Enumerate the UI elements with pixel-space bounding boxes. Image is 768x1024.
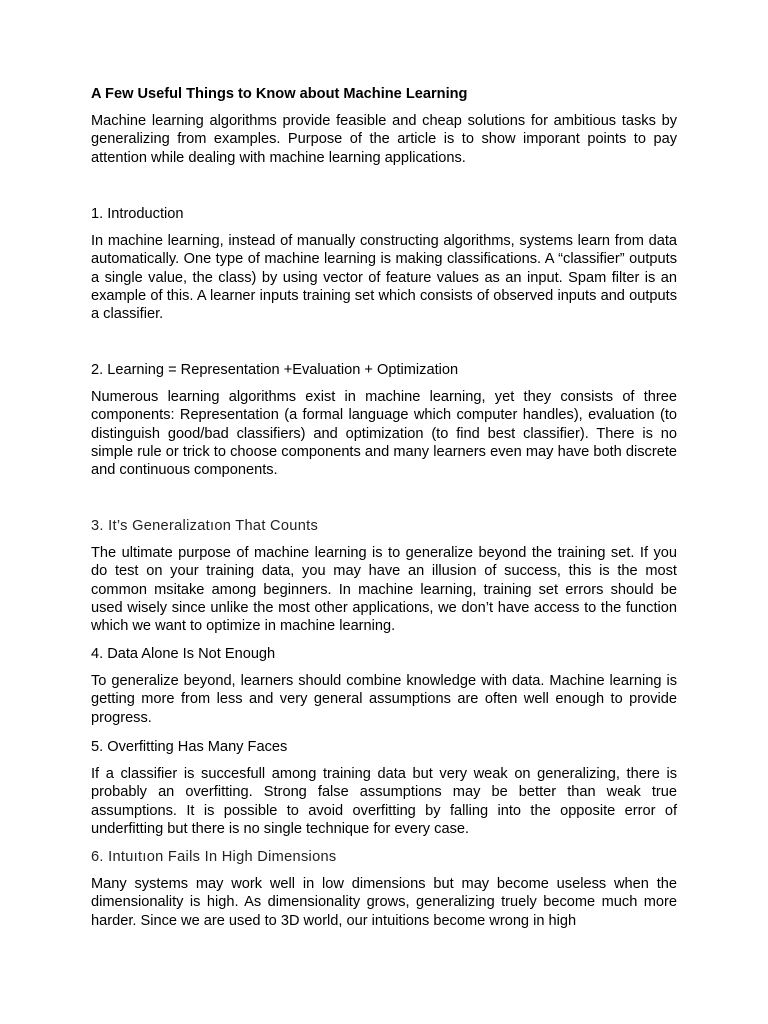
- section-heading-data-alone: 4. Data Alone Is Not Enough: [91, 646, 276, 662]
- section-heading-learning: 2. Learning = Representation +Evaluation + Optimization: [91, 362, 459, 378]
- section-body-data-alone: To generalize beyond, learners should combine knowledge with data. Machine learning is getting more from less and very general assumptions are often well enough to provide progress.: [91, 673, 677, 726]
- section-body-generalization: The ultimate purpose of machine learning is to generalize beyond the training set. If you do test on your training data, you may have an illusion of success, this is the most common msitake among beginners. In machine learning, training set errors should be used wisely since unlike the most other applications, we don’t have access to the function which we want to optimize in machine learning.: [91, 545, 677, 635]
- section-heading-generalization: 3. It’s Generalizatıon That Counts: [91, 518, 319, 534]
- section-body-overfitting: If a classifier is succesfull among training data but very weak on generalizing, there is probably an overfitting. Strong false assumptions may be better than weak true assumptions. It is possible to avoid overfitting by falling into the opposite error of underfitting but there is no single technique for every case.: [91, 766, 677, 837]
- section-heading-introduction: 1. Introduction: [91, 206, 184, 222]
- section-heading-high-dimensions: 6. Intuıtıon Fails In High Dimensions: [91, 849, 337, 865]
- document-title: A Few Useful Things to Know about Machine Learning: [91, 86, 468, 102]
- section-body-introduction: In machine learning, instead of manually constructing algorithms, systems learn from data automatically. One type of machine learning is making classifications. A “classifier” outputs a single value, the class) by using vector of feature values as an input. Spam filter is an example of this. A learner inputs training set which consists of observed inputs and outputs a classifier.: [91, 233, 677, 323]
- intro-paragraph: Machine learning algorithms provide feasible and cheap solutions for ambitious tasks by generalizing from examples. Purpose of the article is to show imporant points to pay attention while dealing with machine learning applications.: [91, 113, 677, 166]
- section-body-learning: Numerous learning algorithms exist in machine learning, yet they consists of three components: Representation (a formal language which computer handles), evaluation (to distinguish good/bad classifiers) and optimization (to find best classifier). There is no simple rule or trick to choose components and many learners even may have both discrete and continuous components.: [91, 389, 677, 479]
- section-heading-overfitting: 5. Overfitting Has Many Faces: [91, 739, 288, 755]
- section-body-high-dimensions: Many systems may work well in low dimensions but may become useless when the dimensionality is high. As dimensionality grows, generalizing truely become much more harder. Since we are used to 3D world, our intuitions become wrong in high: [91, 876, 677, 929]
